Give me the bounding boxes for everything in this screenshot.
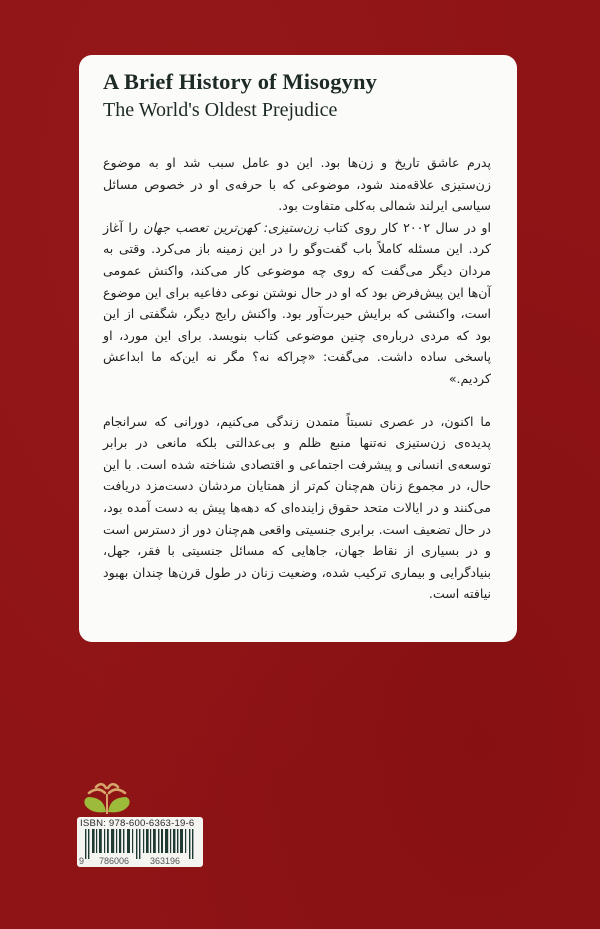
persian-blurb: [103, 152, 491, 605]
persian-book-title: زن‌ستیزی: کهن‌ترین تعصب جهان: [143, 219, 319, 235]
description-panel: [79, 55, 517, 642]
isbn-label: ISBN: 978-600-6363-19-6: [80, 818, 195, 829]
barcode-left-group: 786006: [99, 856, 130, 866]
paragraph-2-rest: را آغاز کرد. این مسئله کاملاً باب گفت‌وگو را در این زمینه باز می‌کرد. وقتی به مردان دیگر می‌گفت که روی چه موضوعی کار می‌کند، واکنش عمومی آن‌ها این پیش‌فرض بود که او در حال نوشتن نوعی دفاعیه برای این موضوع است، واکنشی که برایش حیرت‌آور بود. واکنش رایج دیگر، شگفتی از این بود که مردی درباره‌ی چنین موضوعی کتاب بنویسد. برای این مورد، او پاسخی ساده داشت. می‌گفت: «چراکه نه؟ مگر نه این‌که ما ابداعش کردیم.»: [103, 219, 491, 386]
barcode-first-digit: 9: [79, 856, 85, 866]
blurb-paragraph-1: پدرم عاشق تاریخ و زن‌ها بود. این دو عامل سبب شد او به موضوع زن‌ستیزی علاقه‌مند شود، موضوعی که با حرفه‌ی او در خصوص مسائل سیاسی ایرلند شمالی به‌کلی متفاوت بود.: [103, 155, 491, 214]
english-title: A Brief History of Misogyny: [103, 69, 377, 94]
isbn-barcode: [77, 817, 203, 867]
publisher-logo-icon: [82, 778, 132, 818]
blurb-paragraph-2: [103, 217, 491, 390]
barcode-right-group: 363196: [150, 856, 181, 866]
english-subtitle: The World's Oldest Prejudice: [103, 99, 338, 121]
barcode-bars-icon: [83, 829, 195, 859]
paragraph-2-lead: او در سال ۲۰۰۲ کار روی کتاب: [318, 219, 491, 235]
blurb-paragraph-3: ما اکنون، در عصری نسبتاً متمدن زندگی می‌کنیم، دورانی که سرانجام پدیده‌ی زن‌ستیزی نه‌تنها منبع ظلم و بی‌عدالتی بلکه مانعی در برابر توسعه‌ی انسانی و پیشرفت اجتماعی و اقتصادی شناخته شده است. با این حال، در مجموع زنان هم‌چنان کم‌تر از همتایان مردشان دست‌مزد دریافت می‌کنند و در ایالات متحد حقوق زاینده‌ای که دهه‌ها پیش به دست آمده بود، در حال تضعیف است. برابری جنسیتی واقعی هم‌چنان دور از دسترس است و در بسیاری از نقاط جهان، جاهایی که مسائل جنسیتی با فقر، جهل، بنیادگرایی و بیماری ترکیب شده، وضعیت زنان در طول قرن‌ها چندان بهبود نیافته است.: [103, 413, 491, 602]
